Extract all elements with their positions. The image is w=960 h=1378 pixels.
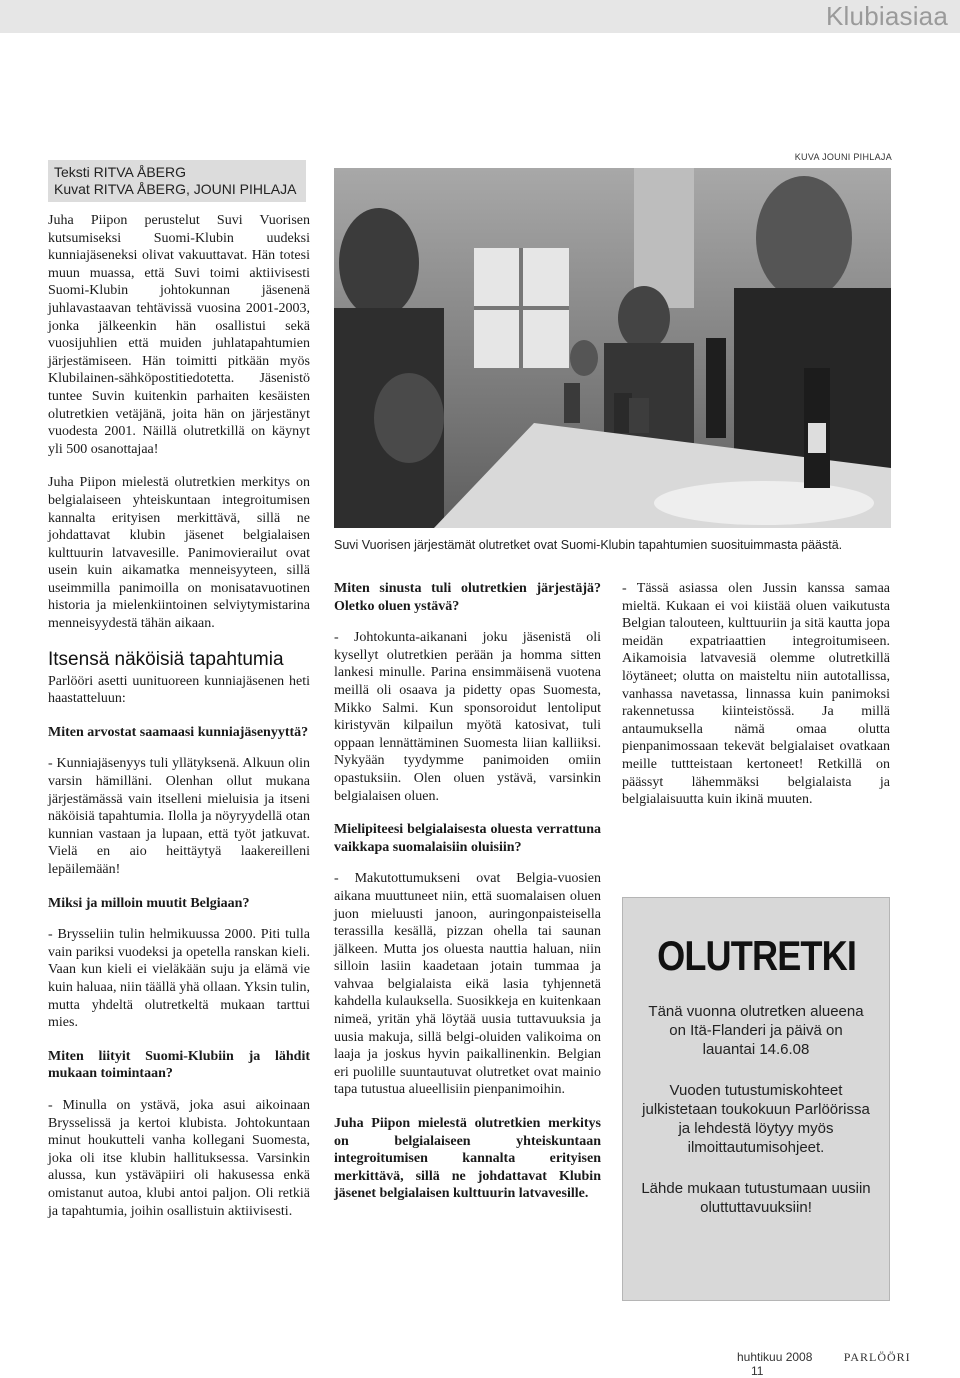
paragraph: Juha Piipon mielestä olutretkien merkitys on belgialaiseen yhteiskuntaan integroitumisen kannalta erityisen merkittävä, sillä ne johdattavat klubin jäsenet belgialaisen kulttuurin latvavesille. Panimovierailut ovat usein kuin aikamatka menneisyyteen, sillä useimmilla panimoilla on monisatavuotinen historia ja mielenkiintoinen selviytymistarina menneisyydestä tähän aikaan. [48, 475, 310, 632]
interview-question: Miten liityit Suomi-Klubiin ja lähdit mukaan toimintaan? [48, 1048, 310, 1082]
page-footer [737, 1350, 937, 1378]
restaurant-photo-illustration [334, 168, 891, 528]
paragraph: Parlööri asetti uunituoreen kunniajäsenen heti haastatteluun: [48, 673, 310, 707]
magazine-name: PARLÖÖRI [843, 1350, 911, 1364]
photo-caption: Suvi Vuorisen järjestämät olutretket ovat Suomi-Klubin tapahtumien suosituimmasta päästä. [334, 538, 843, 552]
author-credits [48, 160, 306, 202]
page-number: 11 [751, 1364, 764, 1378]
interview-question: Miten arvostat saamaasi kunniajäsenyyttä? [48, 724, 309, 740]
article-photo [334, 168, 891, 528]
article-column-3 [622, 580, 890, 825]
info-box-paragraph: Vuoden tutustumiskohteet julkistetaan toukokuun Parlöörissa ja lehdestä löytyy myös ilmoittautumisohjeet. [642, 1082, 870, 1156]
interview-question: Mielipiteesi belgialaisesta oluesta verrattuna vaikkapa suomalaisiin oluisiin? [334, 822, 601, 855]
photo-credit-line: Kuvat RITVA ÅBERG, JOUNI PIHLAJA [54, 181, 297, 197]
photo-credit: KUVA JOUNI PIHLAJA [794, 152, 892, 162]
info-box-paragraph: Tänä vuonna olutretken alueena on Itä-Flanderi ja päivä on lauantai 14.6.08 [648, 1003, 864, 1058]
interview-answer: - Tässä asiassa olen Jussin kanssa samaa mieltä. Kukaan ei voi kiistää oluen vaikutusta Belgian talouteen, kulttuuriin ja sitä kautta jopa meidän expatriaattien integroitumiseen. Aikamoisia latvavesiä olemme olutretkillä löytäneet; olutta on maisteltu niin autotallissa, vanhassa navetassa, linnassa kuin panimoksi rakennetussa kiinteistössä. Ja millä antaumuksella nämä omaa olutta pienpanimossaan tekevät belgialaiset ovatkaan meille tuttteistaan kertoneet! Retkillä on päässyt lähemmäksi belgialaista ja belgialaisuutta kuin ikinä muuten. [622, 581, 890, 808]
info-box-title: OLUTRETKI [657, 932, 857, 979]
olutretki-info-box [622, 897, 890, 1301]
section-header-bar [0, 0, 960, 33]
article-column-1 [48, 212, 310, 1236]
text-credit: Teksti RITVA ÅBERG [54, 164, 186, 180]
interview-answer: - Minulla on ystävä, joka asui aikoinaan Brysselissä ja kertoi klubista. Johtokuntaan minut houkutteli vanha kollegani Suomesta, joka oli itse klubin hallituksessa. Varsinkin alussa, kun ystäväpiiri oli hakusessa enkä omistanut autoa, klubi antoi paljon. Oli retkiä ja tapahtumia, joihin osallistuin aktiivisesti. [48, 1097, 310, 1219]
section-subhead: Itsensä näköisiä tapahtumia [48, 648, 284, 670]
interview-question: Miksi ja milloin muutit Belgiaan? [48, 895, 250, 911]
section-title: Klubiasiaa [826, 1, 948, 31]
interview-answer: - Brysseliin tulin helmikuussa 2000. Piti tulla vain pariksi vuodeksi ja opetella ranskan kieli. Vaan kun kieli ei vieläkään suju ja elämä vie kuin haluaa, niin täällä yhä ollaan. Yksin tulin, mutta yhdeltä olutretkeltä mukaan tarttui mies. [48, 927, 310, 1031]
info-box-paragraph: Lähde mukaan tutustumaan uusiin oluttuttavuuksiin! [641, 1180, 871, 1216]
interview-answer: - Makutottumukseni ovat Belgia-vuosien aikana muuttuneet niin, että suomalaisen oluen juon mieluusti janoon, auringonpaisteisella terassilla kesällä, pizzan ohella tai saunan jälkeen. Mutta jos oluesta nauttia haluan, niin silloin lasiin kaadetaan jotain tummaa ja vahvaa belgialaista eikä lasia tyhjennetä kahdella kulauksella. Suosikkeja en kuitenkaan nimeä, yritän yhä löytää uusia tuttavuuksia ja uusia makuja, sillä belgi-oluiden valikoima on laaja ja joskus hyvin paikallinenkin. Belgian eri puolille suuntautuvat olutretket ovat mainio tapa tutustua alueellisiin pienpanimoihin. [334, 871, 601, 1098]
interview-answer: - Kunniajäsenyys tuli yllätyksenä. Alkuun olin varsin hämilläni. Olenhan ollut mukana järjestämässä vain itselleni mieluisia ja itseni näköisiä tapahtumia. Ilolla ja nöyryydellä otan kunnian vastaan ja lupaan, että työt jatkuvat. Vielä en aio heittäytyä laakereilleni lepäilemään! [48, 756, 310, 877]
interview-question: Miten sinusta tuli olutretkien järjestäjä? Oletko oluen ystävä? [334, 581, 601, 614]
article-column-2 [334, 580, 601, 1217]
intro-paragraph: Juha Piipon perustelut Suvi Vuorisen kutsumiseksi Suomi-Klubin uudeksi kunniajäseneksi olivat vakuuttavat. Hän totesi muun muassa, että Suvi toimi aktiivisesti Suomi-Klubin johtokunnan jäsenenä juhlavastaavan tehtävissä vuosina 2001-2003, jonka jälkeenkin hän osallistui sekä vuosijuhlien että muiden juhlatapahtumien järjestämiseen. Hän toimitti pitkään myös Klubilainen-sähköpostitiedotetta. Jäsenistö tuntee Suvin kuitenkin parhaiten kesäisten olutretkien vetäjänä, joita hän on järjestänyt vuodesta 2001. Näillä olutretkillä on käynyt yli 500 osanottajaa! [48, 213, 310, 457]
interview-answer: - Johtokunta-aikanani joku jäsenistä oli kysellyt olutretkien perään ja homma sitten lankesi minulle. Parina ensimmäisenä vuotena meillä oli osaava ja pidetty opas Suomesta, Mikko Salmi. Kun sponsoroidut lentoliput kiristyvän kilpailun myötä katosivat, tuli oppaan lennättäminen Suomesta liian kalliiksi. Nykyään tyydymme panimoiden omiin opastuksiin. Olen oluen ystävä, varsinkin belgialaisen oluen. [334, 630, 601, 804]
issue-date: huhtikuu 2008 [737, 1350, 813, 1364]
pull-quote: Juha Piipon mielestä olutretkien merkitys on belgialaiseen yhteiskuntaan integroitumisen kannalta erityisen merkittävä, sillä ne johdattavat Klubin jäsenet belgialaisen kulttuurin latvavesille. [334, 1116, 601, 1202]
